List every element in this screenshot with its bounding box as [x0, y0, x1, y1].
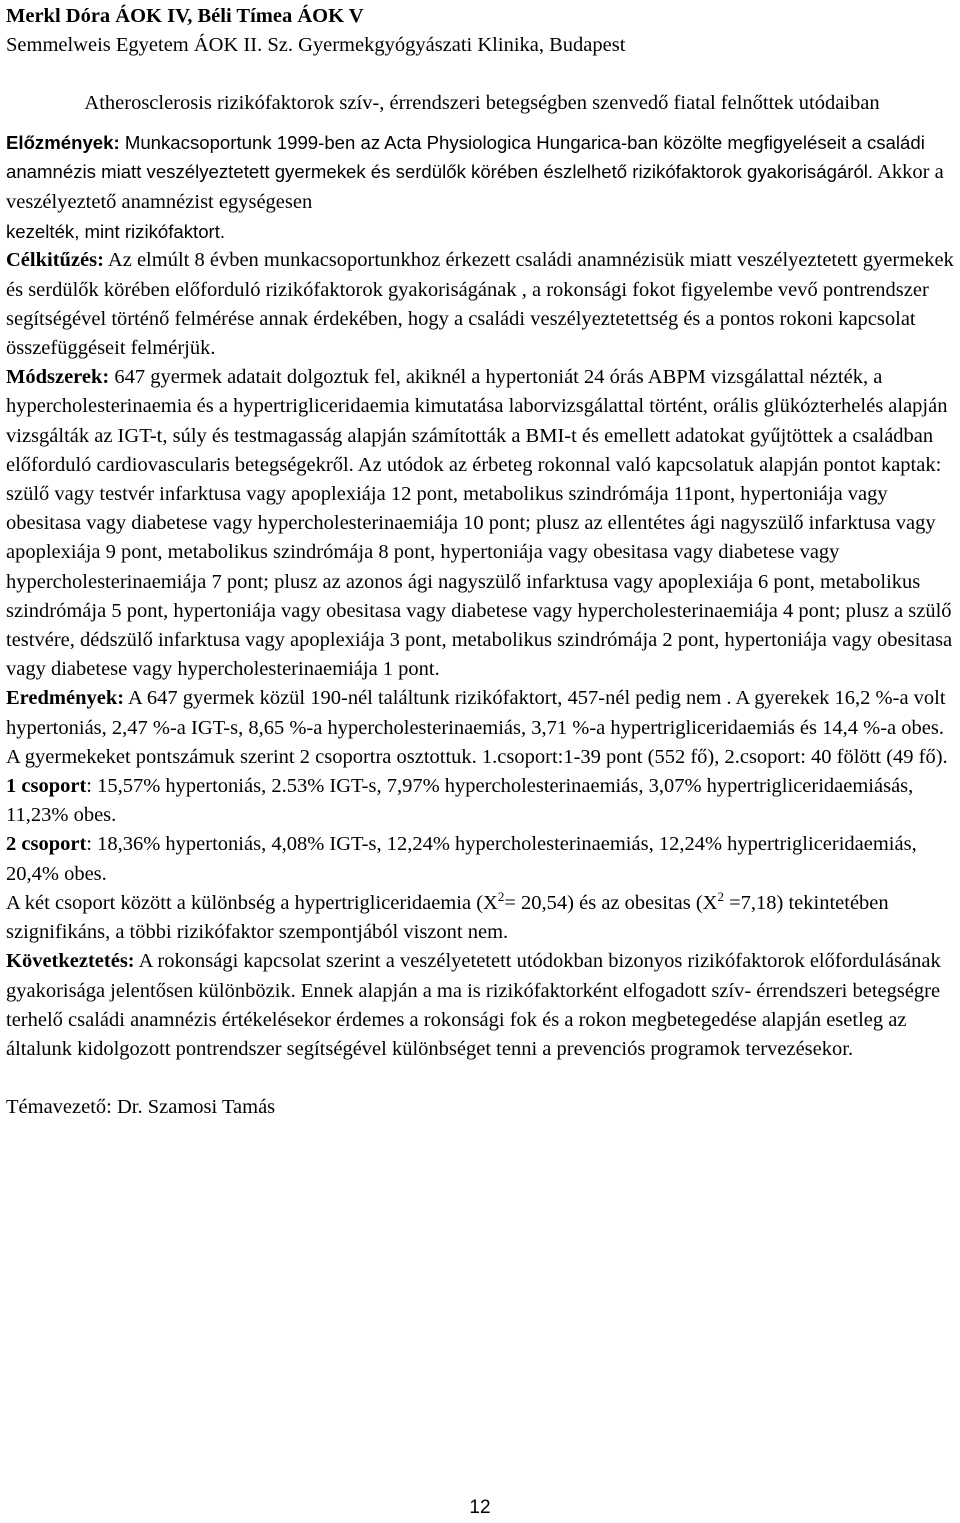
aim-label: Célkitűzés: — [6, 249, 104, 272]
conclusion-paragraph — [6, 947, 958, 1064]
group2-text: : 18,36% hypertoniás, 4,08% IGT-s, 12,24% hypercholesterinaemiás, 12,24% hypertrigliceridaemiás, 20,4% obes. — [6, 833, 917, 885]
methods-paragraph — [6, 363, 958, 684]
methods-label: Módszerek: — [6, 366, 110, 389]
background-label: Előzmények: — [6, 131, 120, 153]
significance-text-b: = 20,54) és az obesitas (X — [504, 891, 718, 914]
background-text: Munkacsoportunk 1999-ben az Acta Physiologica Hungarica-ban közölte megfigyeléseit a családi anamnézis miatt veszélyeztetett gyermekek és serdülők körében észlelhető rizikófaktorok gyakoriságáról. — [6, 131, 925, 182]
significance-text-a: A két csoport között a különbség a hypertrigliceridaemia (X — [6, 891, 498, 914]
group1-text: : 15,57% hypertoniás, 2.53% IGT-s, 7,97% hypercholesterinaemiás, 3,07% hypertrigliceridaemiásás, 11,23% obes. — [6, 775, 914, 827]
aim-text: Az elmúlt 8 évben munkacsoportunkhoz érkezett családi anamnézisük miatt veszélyeztetett gyermekek és serdülők körében előforduló rizikófaktorok gyakoriságának , a rokonsági fokot figyelembe vevő pontrendszer segítségével történő felmérése annak érdekében, hogy a családi veszélyeztetettség és a pontos rokoni kapcsolat összefüggéseit felmérjük. — [6, 249, 954, 360]
page-number: 12 — [469, 1497, 491, 1518]
significance-paragraph — [6, 889, 958, 947]
affiliation-line: Semmelweis Egyetem ÁOK II. Sz. Gyermekgyógyászati Klinika, Budapest — [6, 34, 626, 57]
group1-label: 1 csoport — [6, 775, 87, 798]
supervisor-line: Témavezető: Dr. Szamosi Tamás — [6, 1096, 276, 1119]
significance-text-c: =7,18) tekintetében szignifikáns, a többi rizikófaktor szempontjából viszont nem. — [6, 891, 889, 944]
chi-square-superscript-2: 2 — [717, 888, 724, 904]
conclusion-text: A rokonsági kapcsolat szerint a veszélyetetett utódokban bizonyos rizikófaktorok előfordulásának gyakorisága jelentősen különbözik. Ennek alapján a ma is rizikófaktorként elfogadott szív- érrendszeri betegségre terhelő családi anamnézis értékelésekor érdemes a rokonsági fok és a rokon megbetegedése alapján esetleg az általunk kidolgozott pontrendszer segítségével különbséget tenni a prevenciós programok tervezésekor. — [6, 950, 941, 1060]
results-text: A 647 gyermek közül 190-nél találtunk rizikófaktort, 457-nél pedig nem . A gyerekek 16,2 %-a volt hypertoniás, 2,47 %-a IGT-s, 8,65 %-a hypercholesterinaemiás, 3,71 %-a hypertrigliceridaemiás és 14,4 %-a obes. — [6, 687, 946, 739]
results-paragraph — [6, 684, 958, 742]
background-text-serif: Akkor a veszélyeztető anamnézist egységesen — [6, 160, 944, 214]
background-text-end: kezelték, mint rizikófaktort. — [6, 221, 226, 243]
chi-square-superscript-1: 2 — [497, 888, 505, 904]
results-label: Eredmények: — [6, 687, 125, 710]
abstract-page — [6, 2, 958, 1122]
group1-paragraph — [6, 772, 958, 830]
abstract-title: Atherosclerosis rizikófaktorok szív-, érrendszeri betegségben szenvedő fiatal felnőttek utódaiban — [84, 92, 880, 115]
conclusion-label: Következtetés: — [6, 950, 135, 973]
group2-paragraph — [6, 830, 958, 888]
authors-line: Merkl Dóra ÁOK IV, Béli Tímea ÁOK V — [6, 5, 364, 27]
methods-text: 647 gyermek adatait dolgoztuk fel, akiknél a hypertoniát 24 órás ABPM vizsgálattal nézték, a hypercholesterinaemia és a hypertrigliceridaemia kimutatása laborvizsgálattal történt, orális glükózterhelés alapján vizsgálták az IGT-t, súly és testmagasság alapján számították a BMI-t és emellett adatokat gyűjtöttek a családban előforduló cardiovascularis betegségekről. Az utódok az érbeteg rokonnal való kapcsolatuk alapján pontot kaptak: szülő vagy testvér infarktusa vagy apoplexiája 12 pont, metabolikus szindrómája 11pont, hypertoniája vagy obesitasa vagy diabetese vagy hypercholesterinaemiája 10 pont; plusz az ellentétes ági nagyszülő infarktusa vagy apoplexiája 9 pont, metabolikus szindrómája 8 pont, hypertoniája vagy obesitasa vagy diabetese vagy hypercholesterinaemiája 7 pont; plusz az azonos ági nagyszülő infarktusa vagy apoplexiája 6 pont, metabolikus szindrómája 5 pont, hypertoniája vagy obesitasa vagy diabetese vagy hypercholesterinaemiája 4 pont; plusz a szülő testvére, dédszülő infarktusa vagy apoplexiája 3 pont, metabolikus szindrómája 2 pont, hypertoniája vagy obesitasa vagy diabetese vagy hypercholesterinaemiája 1 pont. — [6, 366, 953, 681]
aim-paragraph — [6, 246, 958, 363]
group2-label: 2 csoport — [6, 833, 87, 856]
background-paragraph — [6, 128, 958, 247]
grouping-paragraph: A gyermekeket pontszámuk szerint 2 csoportra osztottuk. 1.csoport:1-39 pont (552 fő), 2.csoport: 40 fölött (49 fő). — [6, 745, 948, 768]
